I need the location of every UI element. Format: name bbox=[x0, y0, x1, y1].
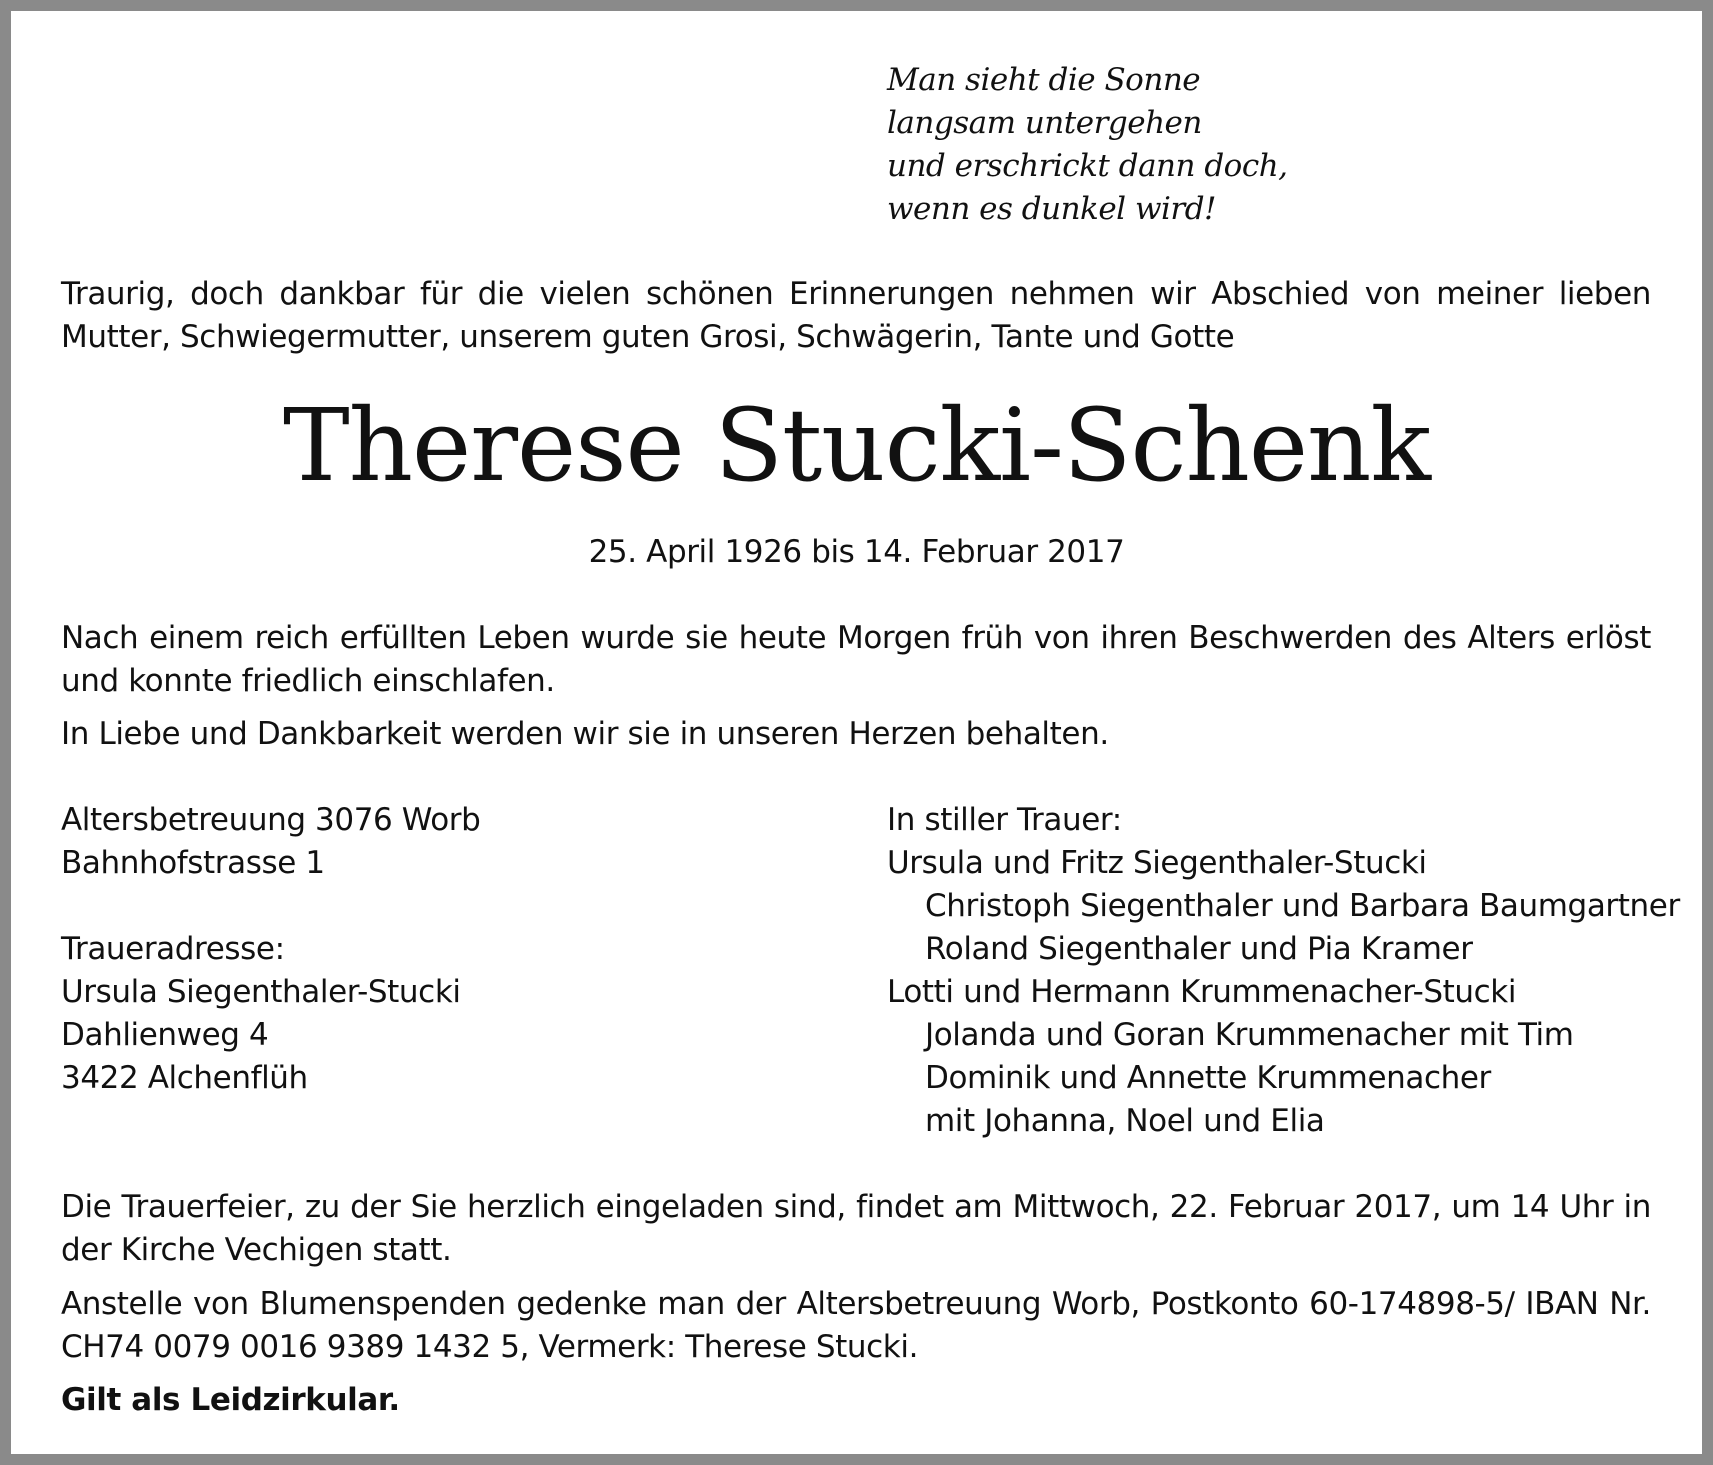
mourning-address-city: 3422 Alchenflüh bbox=[61, 1060, 308, 1096]
mourning-address-name: Ursula Siegenthaler-Stucki bbox=[61, 974, 461, 1010]
intro-paragraph: Traurig, doch dankbar für die vielen schönen Erinnerungen nehmen wir Abschied von meiner lieben Mutter, Schwiegermutter, unserem guten Grosi, Schwägerin, Tante und Gotte bbox=[61, 276, 1651, 355]
life-paragraph: Nach einem reich erfüllten Leben wurde sie heute Morgen früh von ihren Beschwerden des Alters erlöst und konnte friedlich einschlafen. bbox=[61, 620, 1651, 699]
care-home-name: Altersbetreuung 3076 Worb bbox=[61, 802, 481, 838]
poem-quote bbox=[887, 59, 1288, 231]
mourning-address-label: Traueradresse: bbox=[61, 931, 285, 967]
circular-note: Gilt als Leidzirkular. bbox=[61, 1382, 400, 1418]
family-member: Lotti und Hermann Krummenacher-Stucki bbox=[887, 974, 1517, 1010]
family-member: Christoph Siegenthaler und Barbara Baumgartner bbox=[925, 888, 1680, 924]
deceased-name: Therese Stucki-Schenk bbox=[282, 387, 1431, 504]
quote-line: wenn es dunkel wird! bbox=[887, 191, 1217, 227]
family-member: mit Johanna, Noel und Elia bbox=[925, 1103, 1325, 1139]
quote-line: langsam untergehen bbox=[887, 105, 1202, 141]
family-member: Dominik und Annette Krummenacher bbox=[925, 1060, 1491, 1096]
life-dates: 25. April 1926 bis 14. Februar 2017 bbox=[588, 534, 1125, 570]
family-member: Ursula und Fritz Siegenthaler-Stucki bbox=[887, 845, 1427, 881]
care-home-street: Bahnhofstrasse 1 bbox=[61, 845, 325, 881]
family-member: Roland Siegenthaler und Pia Kramer bbox=[925, 931, 1473, 967]
family-member: Jolanda und Goran Krummenacher mit Tim bbox=[925, 1017, 1574, 1053]
mourning-address-street: Dahlienweg 4 bbox=[61, 1017, 269, 1053]
quote-line: und erschrickt dann doch, bbox=[887, 148, 1288, 184]
funeral-paragraph: Die Trauerfeier, zu der Sie herzlich eingeladen sind, findet am Mittwoch, 22. Februar 2017, um 14 Uhr in der Kirche Vechigen statt. bbox=[61, 1189, 1651, 1268]
spacer bbox=[61, 885, 480, 928]
quote-line: Man sieht die Sonne bbox=[887, 62, 1201, 98]
right-column-family bbox=[887, 799, 1680, 1143]
mourning-heading: In stiller Trauer: bbox=[887, 802, 1122, 838]
donation-paragraph: Anstelle von Blumenspenden gedenke man der Altersbetreuung Worb, Postkonto 60-174898-5/ IBAN Nr. CH74 0079 0016 9389 1432 5, Vermerk: Therese Stucki. bbox=[61, 1286, 1651, 1365]
left-column-addresses bbox=[61, 799, 480, 1100]
love-paragraph: In Liebe und Dankbarkeit werden wir sie in unseren Herzen behalten. bbox=[61, 716, 1109, 752]
obituary-notice bbox=[11, 11, 1702, 1454]
